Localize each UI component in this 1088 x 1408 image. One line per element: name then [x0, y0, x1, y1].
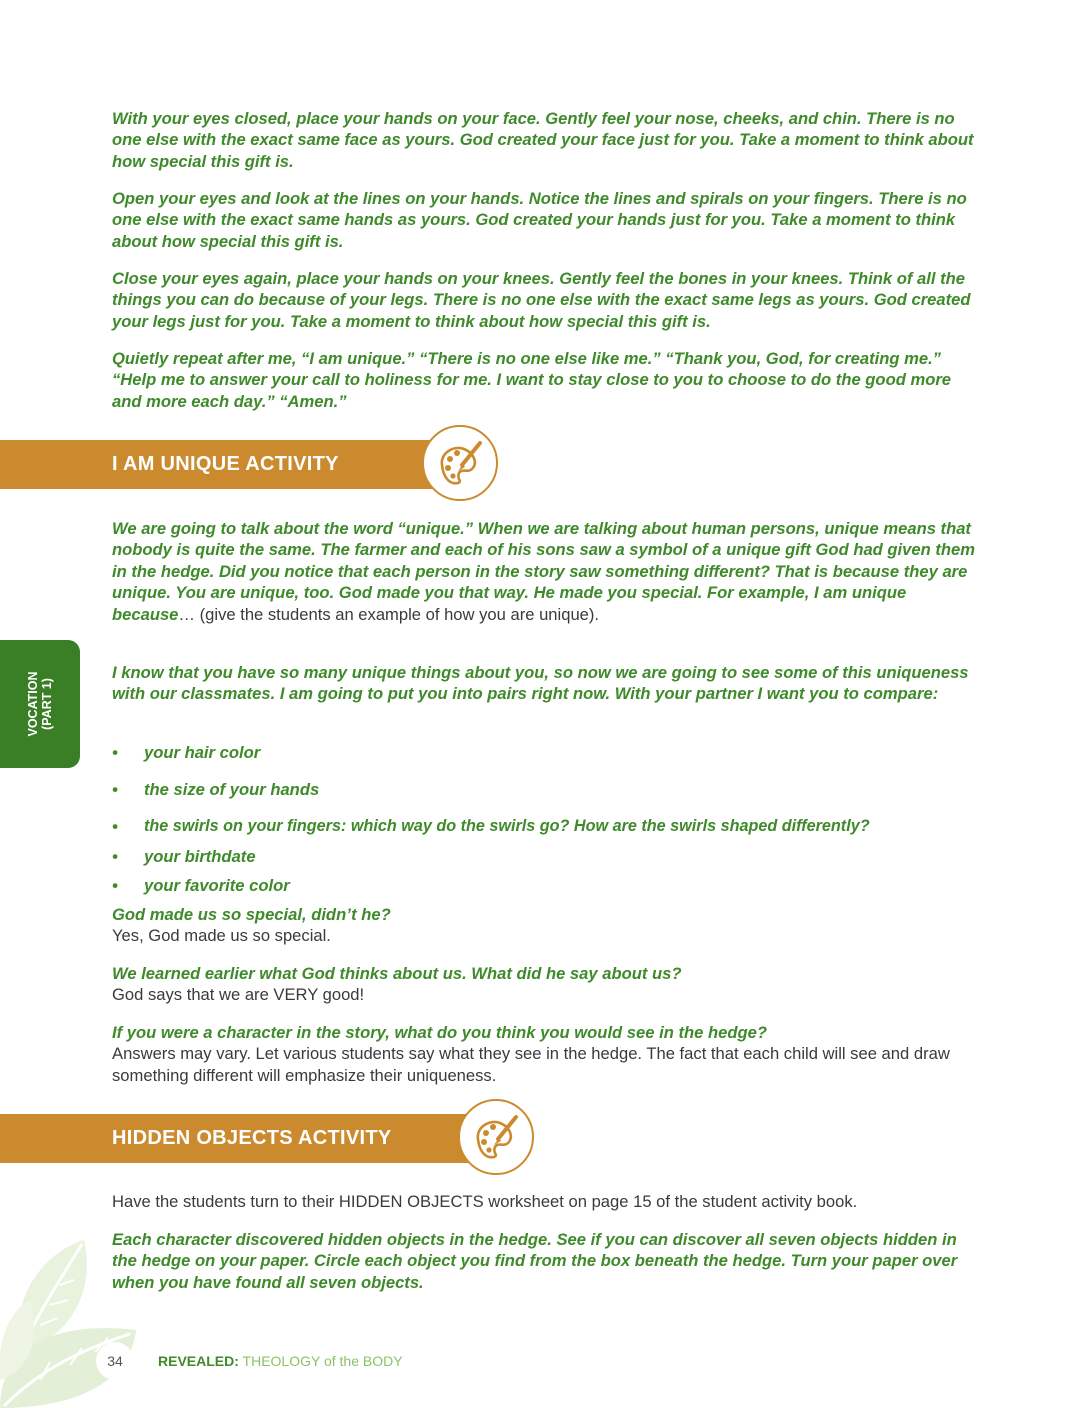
- intro-paragraph-1: With your eyes closed, place your hands on your face. Gently feel your nose, cheeks, and chin. There is no one else with the exact same face as yours. God created your face just for you. Take a moment to think about how special this gift is.: [112, 109, 974, 171]
- section-title: HIDDEN OBJECTS ACTIVITY: [112, 1127, 392, 1149]
- chapter-side-tab: [0, 640, 80, 768]
- palette-brush-icon: [422, 425, 498, 501]
- side-tab-line-2: (PART 1): [40, 678, 54, 730]
- side-tab-label: [26, 671, 54, 736]
- footer-title: [158, 1353, 403, 1369]
- section-banner-hidden-objects: [0, 1114, 498, 1163]
- hidden-objects-instruction: Have the students turn to their HIDDEN OBJECTS worksheet on page 15 of the student activity book.: [112, 1192, 858, 1211]
- bullet: •: [112, 876, 118, 895]
- section-title: I AM UNIQUE ACTIVITY: [112, 453, 339, 475]
- footer-brand: REVEALED:: [158, 1353, 239, 1369]
- bullet: •: [112, 780, 118, 799]
- intro-paragraph-4: Quietly repeat after me, “I am unique.” “There is no one else like me.” “Thank you, God, for creating me.” “Help me to answer your call to holiness for me. I want to stay close to you to choose to do the good more and more each day.” “Amen.”: [112, 349, 952, 411]
- list-item-text: the swirls on your fingers: which way do the swirls go? How are the swirls shaped differently?: [144, 817, 870, 835]
- qa-block-3: [112, 1022, 976, 1086]
- list-item-text: your birthdate: [144, 847, 256, 866]
- question-text: We learned earlier what God thinks about us. What did he say about us?: [112, 964, 682, 983]
- unique-paragraph-2: I know that you have so many unique things about you, so now we are going to see some of this uniqueness with our classmates. I am going to put you into pairs right now. With your partner I want you to compare:: [112, 663, 969, 704]
- intro-paragraph-3: Close your eyes again, place your hands on your knees. Gently feel the bones in your knees. Think of all the things you can do because of your legs. There is no one else with the exact same legs as yours. God created your legs just for you. Take a moment to think about how special this gift is.: [112, 269, 971, 331]
- page-number: [96, 1342, 134, 1380]
- answer-text: Answers may vary. Let various students say what they see in the hedge. The fact that each child will see and draw something different will emphasize their uniqueness.: [112, 1044, 950, 1085]
- qa-block-1: [112, 904, 976, 947]
- question-text: God made us so special, didn’t he?: [112, 905, 391, 924]
- answer-text: God says that we are VERY good!: [112, 985, 365, 1005]
- list-item-text: your hair color: [144, 743, 261, 762]
- section-banner-unique-activity: [0, 440, 462, 489]
- side-tab-line-1: VOCATION: [26, 671, 40, 737]
- answer-text: Yes, God made us so special.: [112, 926, 331, 946]
- unique-paragraph-1: [112, 518, 976, 625]
- bullet: •: [112, 817, 118, 836]
- page-number-text: 34: [107, 1353, 123, 1369]
- question-text: If you were a character in the story, what do you think you would see in the hedge?: [112, 1023, 767, 1042]
- intro-paragraph-2: Open your eyes and look at the lines on your hands. Notice the lines and spirals on your fingers. There is no one else with the exact same hands as yours. God created your hands just for you. Take a moment to think about how special this gift is.: [112, 189, 967, 251]
- footer-subtitle: THEOLOGY of the BODY: [242, 1353, 403, 1369]
- bullet: •: [112, 847, 118, 866]
- list-item-text: your favorite color: [144, 876, 290, 895]
- palette-brush-icon: [458, 1099, 534, 1175]
- unique-paragraph-1-italic: We are going to talk about the word “unique.” When we are talking about human persons, unique means that nobody is quite the same. The farmer and each of his sons saw a symbol of a unique gift God had given them in the hedge. Did you notice that each person in the story saw something different? That is because they are unique. You are unique, too. God made you that way. He made you special. For example, I am unique because: [112, 519, 976, 624]
- list-item-text: the size of your hands: [144, 780, 320, 799]
- unique-paragraph-1-plain: … (give the students an example of how you are unique).: [178, 604, 600, 624]
- bullet: •: [112, 743, 118, 762]
- qa-block-2: [112, 963, 976, 1006]
- page-footer: [0, 1330, 1088, 1408]
- hidden-objects-paragraph: Each character discovered hidden objects in the hedge. See if you can discover all seven objects hidden in the hedge on your paper. Circle each object you find from the box beneath the hedge. Turn your paper over when you have found all seven objects.: [112, 1230, 958, 1292]
